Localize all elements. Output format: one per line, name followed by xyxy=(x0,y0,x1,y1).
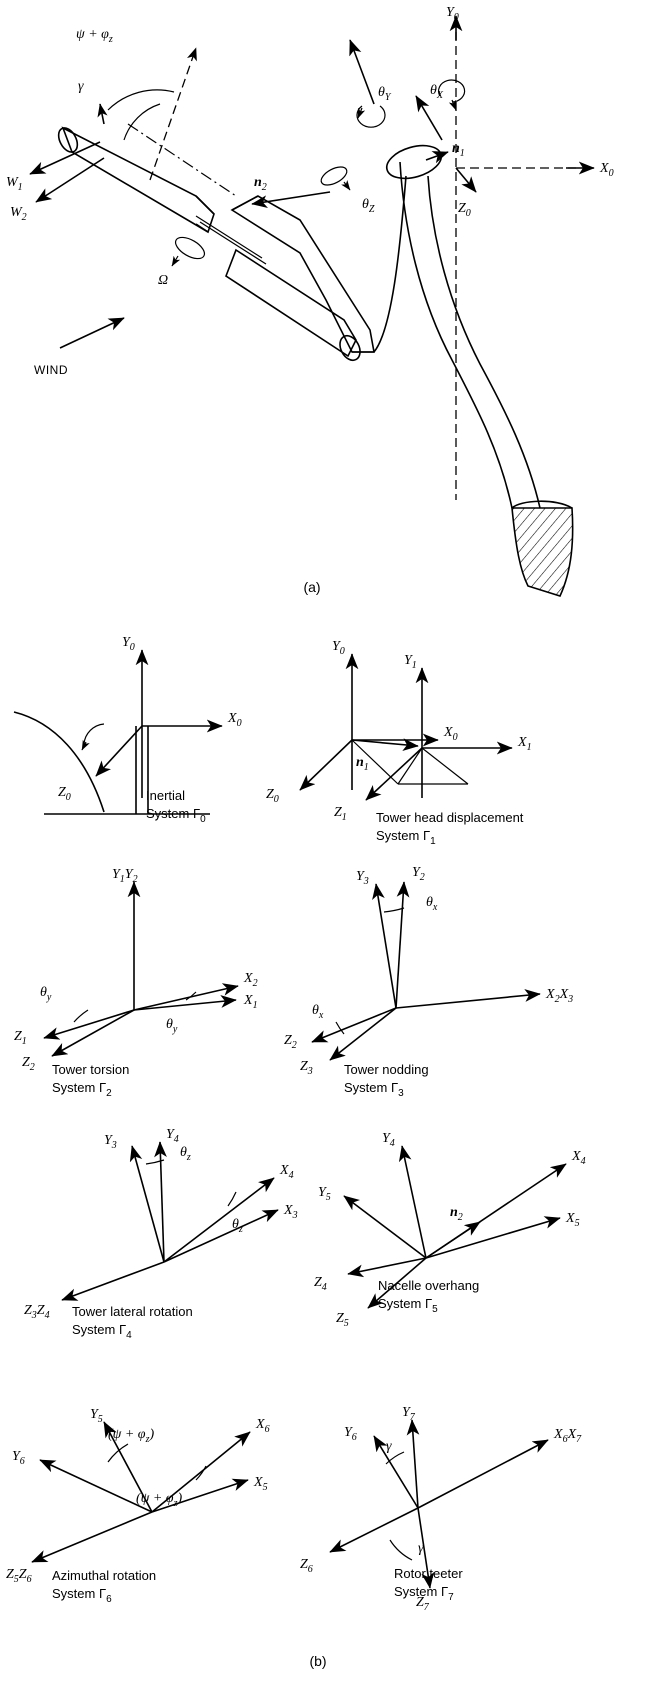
gamma1-axis-y0: $Y_0$ xyxy=(332,639,345,657)
tower-base-hatched xyxy=(512,508,573,596)
label-psi-phi-z: $\psi + \varphi_z$ xyxy=(76,27,113,45)
rotor-axis-dashdot xyxy=(128,124,236,196)
gamma7-caption-line1: Rotor teeter xyxy=(394,1566,463,1581)
gamma6-angle-2: $(\psi + \varphi_z)$ xyxy=(136,1491,183,1509)
gamma1-axis-x1: $X_1$ xyxy=(518,735,532,753)
label-theta-y: $\theta_Y$ xyxy=(378,85,391,103)
gamma-arc-inner xyxy=(124,104,160,140)
gamma2-axis-y1y2: $Y_1Y_2$ xyxy=(112,867,138,885)
gamma7-angle-gamma-1: γ xyxy=(386,1439,392,1454)
gamma1-axis-y1: $Y_1$ xyxy=(404,653,417,671)
tower-right-edge xyxy=(428,176,540,508)
gamma4-caption-line2: System $\Gamma_4$ xyxy=(72,1322,132,1341)
wind-arrow xyxy=(60,318,124,348)
blade-upper xyxy=(55,125,214,232)
label-w2: $W_2$ xyxy=(10,205,27,223)
gamma1-axis-z1: $Z_1$ xyxy=(334,805,347,823)
system-gamma1 xyxy=(266,639,532,847)
gamma0-axis-x0: $X_0$ xyxy=(228,711,242,729)
gamma3-axis-y2: $Y_2$ xyxy=(412,865,425,883)
gamma1-caption-line1: Tower head displacement xyxy=(376,810,524,825)
w2-arrow xyxy=(36,158,104,202)
gamma5-axis-x5: $X_5$ xyxy=(566,1211,580,1229)
gamma0-caption-line1: Inertial xyxy=(146,788,186,803)
gamma5-axis-z4: $Z_4$ xyxy=(314,1275,327,1293)
label-n1: $n_1$ xyxy=(452,141,465,159)
gamma2-axis-x2: $X_2$ xyxy=(244,971,258,989)
panel-a-diagram xyxy=(6,5,614,596)
nacelle-to-tower xyxy=(374,176,406,352)
gamma5-vector-n2: $n_2$ xyxy=(450,1205,463,1223)
gamma2-axis-x1: $X_1$ xyxy=(244,993,258,1011)
label-omega: Ω xyxy=(158,273,169,288)
gamma2-angle-theta-y-2: $\theta_y$ xyxy=(166,1017,178,1035)
gamma2-axis-z2: $Z_2$ xyxy=(22,1055,35,1073)
label-theta-x: $\theta_X$ xyxy=(430,83,443,101)
psi-phiz-arrow xyxy=(150,48,196,180)
theta-z-rotation-symbol xyxy=(318,163,350,190)
gamma5-caption-line2: System $\Gamma_5$ xyxy=(378,1296,438,1315)
n1-arrow xyxy=(426,152,448,160)
gamma-arc xyxy=(108,90,174,110)
gamma3-caption-line2: System $\Gamma_3$ xyxy=(344,1080,404,1099)
gamma6-axis-y5: $Y_5$ xyxy=(90,1407,103,1425)
gamma4-angle-theta-z-2: $\theta_z$ xyxy=(232,1217,243,1235)
gamma5-axis-x4: $X_4$ xyxy=(572,1149,586,1167)
tower-base-top xyxy=(512,501,572,508)
gamma4-axis-x4: $X_4$ xyxy=(280,1163,294,1181)
system-gamma3 xyxy=(284,865,573,1099)
system-gamma0 xyxy=(14,635,242,825)
theta-x-rotation-symbol xyxy=(416,80,465,140)
gamma1-caption-line2: System $\Gamma_1$ xyxy=(376,828,436,847)
gamma1-axis-z0: $Z_0$ xyxy=(266,787,279,805)
panel-a-letter: (a) xyxy=(303,579,321,595)
gamma7-axis-z6: $Z_6$ xyxy=(300,1557,313,1575)
gamma3-angle-theta-x-1: $\theta_x$ xyxy=(426,895,438,913)
gamma3-axis-z3: $Z_3$ xyxy=(300,1059,313,1077)
axis-z0-arrow xyxy=(456,168,476,192)
n2-arrow xyxy=(252,192,330,204)
system-gamma4 xyxy=(24,1127,298,1341)
gamma7-axis-y7: $Y_7$ xyxy=(402,1405,415,1423)
label-n2: $n_2$ xyxy=(254,175,267,193)
omega-rotation-symbol xyxy=(172,233,208,266)
gamma3-axis-z2: $Z_2$ xyxy=(284,1033,297,1051)
label-wind: WIND xyxy=(34,363,68,377)
gamma6-axis-x6: $X_6$ xyxy=(256,1417,270,1435)
label-w1: $W_1$ xyxy=(6,175,23,193)
blade-lower xyxy=(226,250,364,364)
gamma5-axis-z5: $Z_5$ xyxy=(336,1311,349,1329)
system-gamma5 xyxy=(314,1131,586,1329)
gamma7-axis-z7: $Z_7$ xyxy=(416,1595,429,1613)
gamma5-axis-y5: $Y_5$ xyxy=(318,1185,331,1203)
gamma7-axis-x6x7: $X_6X_7$ xyxy=(554,1427,582,1445)
gamma4-axis-y3: $Y_3$ xyxy=(104,1133,117,1151)
system-gamma2 xyxy=(14,867,258,1099)
gamma2-caption-line2: System $\Gamma_2$ xyxy=(52,1080,112,1099)
gamma2-axis-z1: $Z_1$ xyxy=(14,1029,27,1047)
gamma6-caption-line2: System $\Gamma_6$ xyxy=(52,1586,112,1605)
gamma0-axis-y0: $Y_0$ xyxy=(122,635,135,653)
gamma3-axis-y3: $Y_3$ xyxy=(356,869,369,887)
label-z0: $Z_0$ xyxy=(458,201,471,219)
system-gamma6 xyxy=(6,1407,270,1605)
gamma0-axis-z0: $Z_0$ xyxy=(58,785,71,803)
gamma3-caption-line1: Tower nodding xyxy=(344,1062,429,1077)
gamma6-angle-1: $(\psi + \varphi_z)$ xyxy=(108,1427,155,1445)
gamma4-angle-theta-z-1: $\theta_z$ xyxy=(180,1145,191,1163)
gamma5-axis-y4: $Y_4$ xyxy=(382,1131,395,1149)
gamma0-caption-line2: System $\Gamma_0$ xyxy=(146,806,206,825)
gamma1-axis-x0: $X_0$ xyxy=(444,725,458,743)
theta-y-rotation-symbol xyxy=(350,40,385,127)
system-gamma7 xyxy=(300,1405,582,1613)
gamma6-axis-y6: $Y_6$ xyxy=(12,1449,25,1467)
gamma4-axis-x3: $X_3$ xyxy=(284,1203,298,1221)
label-x0: $X_0$ xyxy=(600,161,614,179)
panel-b-letter: (b) xyxy=(309,1653,327,1669)
label-gamma: γ xyxy=(78,79,84,94)
nacelle-body xyxy=(232,196,374,352)
gamma2-caption-line1: Tower torsion xyxy=(52,1062,130,1077)
gamma2-angle-theta-y-1: $\theta_y$ xyxy=(40,985,52,1003)
gamma6-axis-z5z6: $Z_5Z_6$ xyxy=(6,1567,32,1585)
gamma6-caption-line1: Azimuthal rotation xyxy=(52,1568,157,1583)
tower-head-ellipse xyxy=(383,140,445,184)
gamma7-caption-line2: System $\Gamma_7$ xyxy=(394,1584,454,1603)
gamma4-caption-line1: Tower lateral rotation xyxy=(72,1304,193,1319)
gamma3-angle-theta-x-2: $\theta_x$ xyxy=(312,1003,324,1021)
label-y0: $Y_0$ xyxy=(446,5,459,23)
gamma6-axis-x5: $X_5$ xyxy=(254,1475,268,1493)
w1-arrow xyxy=(30,142,100,174)
gamma3-axis-x2x3: $X_2X_3$ xyxy=(546,987,574,1005)
label-theta-z: $\theta_Z$ xyxy=(362,197,375,215)
gamma1-vector-n1: $n_1$ xyxy=(356,755,369,773)
gamma4-axis-y4: $Y_4$ xyxy=(166,1127,179,1145)
gamma7-axis-y6: $Y_6$ xyxy=(344,1425,357,1443)
gamma-arc-arrow xyxy=(100,104,104,124)
gamma5-caption-line1: Nacelle overhang xyxy=(378,1278,480,1293)
gamma7-angle-gamma-2: γ xyxy=(418,1541,424,1556)
gamma4-axis-z3z4: $Z_3Z_4$ xyxy=(24,1303,50,1321)
panel-b-diagram xyxy=(6,635,586,1669)
